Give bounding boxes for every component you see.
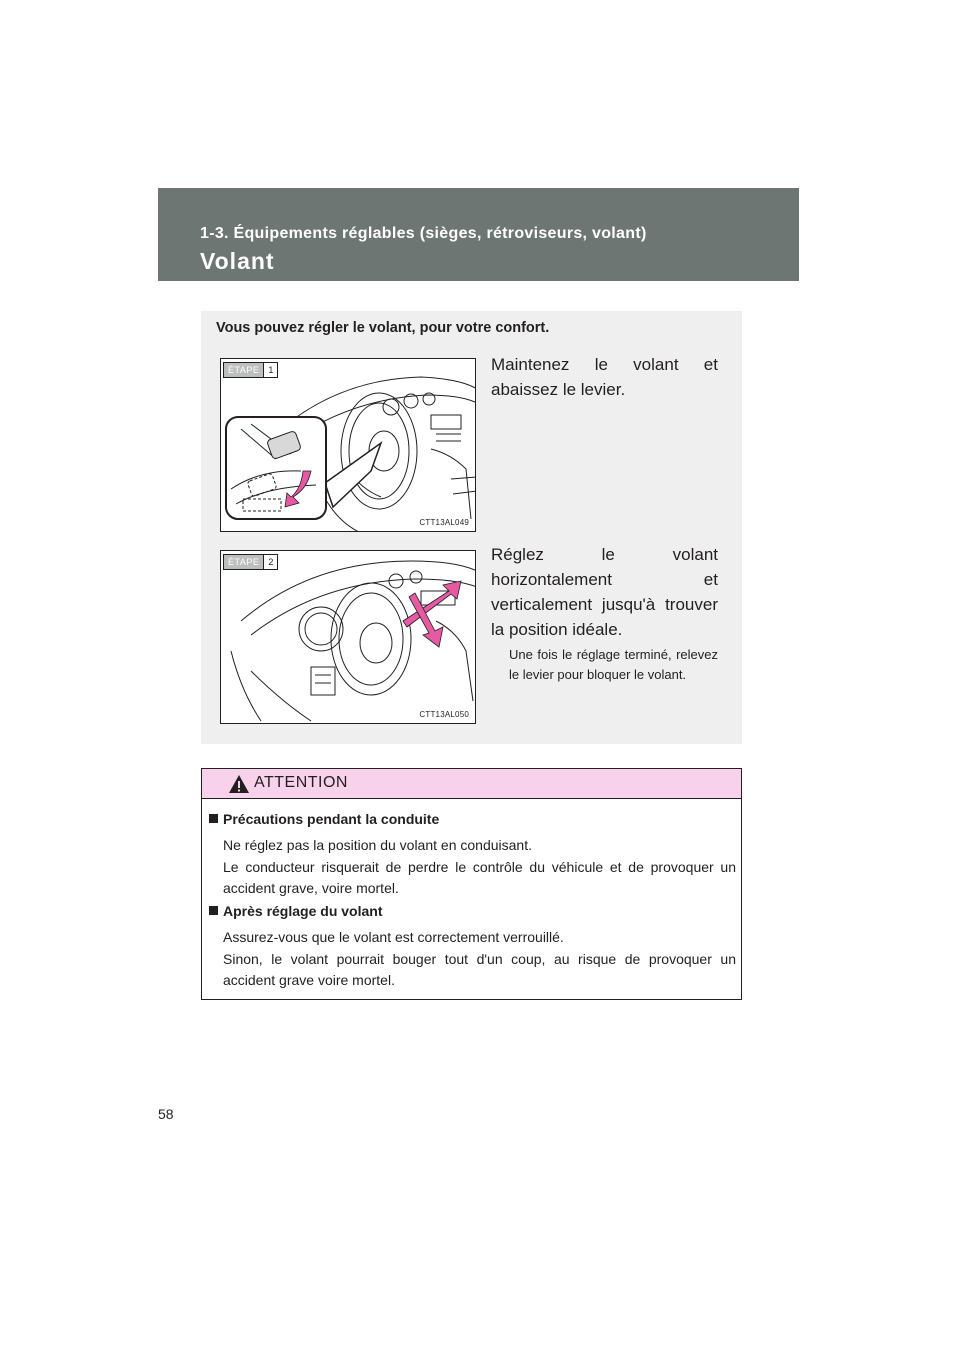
warning-heading-text: Précautions pendant la conduite bbox=[223, 811, 440, 827]
page-number: 58 bbox=[158, 1106, 174, 1122]
steering-wheel-lever-drawing bbox=[221, 359, 476, 532]
figure-code: CTT13AL050 bbox=[419, 710, 469, 719]
warning-line: Sinon, le volant pourrait bouger tout d'un coup, au risque de provoquer un accident grave voire mortel. bbox=[223, 950, 736, 988]
step-badge bbox=[223, 554, 278, 570]
section-title: 1-3. Équipements réglables (sièges, rétroviseurs, volant) bbox=[200, 225, 647, 242]
warning-header bbox=[202, 769, 741, 799]
step-badge bbox=[223, 362, 278, 378]
step-1-text: Maintenez le volant et abaissez le levier. bbox=[491, 355, 718, 399]
step-2-text: Réglez le volant horizontalement et verticalement jusqu'à trouver la position idéale. bbox=[491, 545, 718, 639]
section-header bbox=[158, 188, 799, 281]
step-2-note: Une fois le réglage terminé, relevez le levier pour bloquer le volant. bbox=[509, 647, 718, 682]
warning-heading-text: Après réglage du volant bbox=[223, 903, 383, 919]
page-title: Volant bbox=[200, 248, 275, 274]
square-bullet-icon bbox=[209, 814, 218, 823]
figure-code: CTT13AL049 bbox=[419, 518, 469, 527]
warning-paragraph bbox=[223, 927, 736, 992]
step-badge-label: ÉTAPE bbox=[224, 363, 263, 377]
warning-title: ATTENTION bbox=[254, 774, 348, 791]
square-bullet-icon bbox=[209, 906, 218, 915]
warning-line: Le conducteur risquerait de perdre le contrôle du véhicule et de provoquer un accident grave, voire mortel. bbox=[223, 858, 736, 896]
steering-wheel-adjust-drawing bbox=[221, 551, 476, 724]
warning-line: Assurez-vous que le volant est correctement verrouillé. bbox=[223, 929, 564, 945]
warning-heading bbox=[209, 811, 439, 827]
step-2-illustration bbox=[220, 550, 476, 724]
step-1-illustration bbox=[220, 358, 476, 532]
warning-line: Ne réglez pas la position du volant en conduisant. bbox=[223, 837, 532, 853]
intro-text: Vous pouvez régler le volant, pour votre confort. bbox=[216, 320, 550, 336]
step-badge-label: ÉTAPE bbox=[224, 555, 263, 569]
warning-box bbox=[201, 768, 742, 1000]
step-badge-number: 1 bbox=[263, 363, 277, 377]
step-badge-number: 2 bbox=[263, 555, 277, 569]
warning-triangle-icon bbox=[228, 774, 250, 794]
warning-paragraph bbox=[223, 835, 736, 900]
warning-heading bbox=[209, 903, 382, 919]
